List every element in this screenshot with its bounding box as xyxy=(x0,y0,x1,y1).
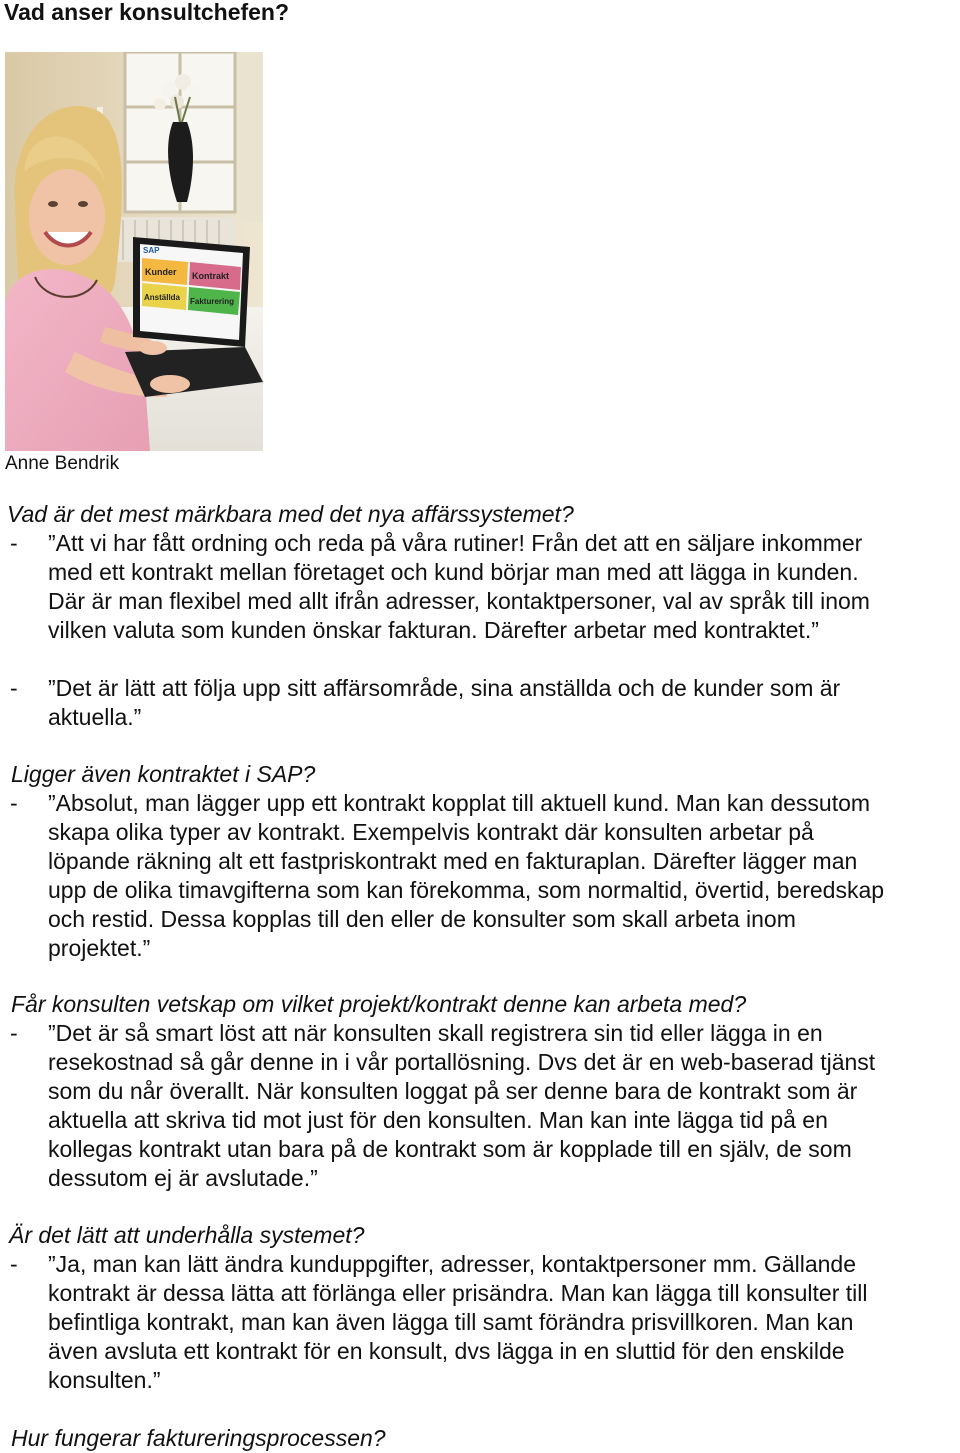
qa-section-3 xyxy=(0,990,960,1193)
text-line: och restid. Dessa kopplas till den eller de konsulter som skall arbeta inom xyxy=(48,906,796,932)
text-line: Där är man flexibel med allt ifrån adresser, kontaktpersoner, val av språk till inom xyxy=(48,588,870,614)
question-heading: Vad är det mest märkbara med det nya affärssystemet? xyxy=(7,501,574,527)
answer-paragraph xyxy=(0,1019,960,1193)
text-line: ”Ja, man kan lätt ändra kunduppgifter, adresser, kontaktpersoner mm. Gällande xyxy=(48,1251,856,1277)
screen-label-fakturering: Fakturering xyxy=(190,297,235,306)
text-line: projektet.” xyxy=(48,935,151,961)
qa-section-4 xyxy=(0,1221,960,1395)
question-heading: Hur fungerar faktureringsprocessen? xyxy=(11,1425,386,1451)
answer-text xyxy=(48,1250,960,1395)
text-line: upp de olika timavgifterna som kan förekomma, som normaltid, övertid, beredskap xyxy=(48,877,885,903)
answer-text xyxy=(48,674,960,732)
qa-section-1 xyxy=(0,500,960,732)
text-line: kollegas kontrakt utan bara på de kontrakt som är kopplade till en själv, de som xyxy=(48,1136,852,1162)
text-line: resekostnad så går denne in i vår portallösning. Dvs det är en web-baserad tjänst xyxy=(48,1049,876,1075)
question-heading: Är det lätt att underhålla systemet? xyxy=(9,1222,365,1248)
list-dash: - xyxy=(10,1020,18,1046)
screen-label-kontrakt: Kontrakt xyxy=(192,271,230,281)
text-line: befintliga kontrakt, man kan även lägga till samt förändra prisvillkoren. Man kan xyxy=(48,1309,854,1335)
list-dash: - xyxy=(10,530,18,556)
answer-paragraph xyxy=(0,789,960,963)
text-line: dessutom ej är avslutade.” xyxy=(48,1165,318,1191)
text-line: ”Att vi har fått ordning och reda på våra rutiner! Från det att en säljare inkommer xyxy=(48,530,863,556)
text-line: med ett kontrakt mellan företaget och kund börjar man med att lägga in kunden. xyxy=(48,559,859,585)
screen-label-kunder: Kunder xyxy=(145,267,177,277)
question-heading: Ligger även kontraktet i SAP? xyxy=(11,761,316,787)
list-dash: - xyxy=(10,1251,18,1277)
text-line: kontrakt är dessa lätta att förlänga eller prisändra. Man kan lägga till konsulter till xyxy=(48,1280,868,1306)
text-line: vilken valuta som kunden önskar fakturan. Därefter arbetar med kontraktet.” xyxy=(48,617,819,643)
text-line: ”Absolut, man lägger upp ett kontrakt kopplat till aktuell kund. Man kan dessutom xyxy=(48,790,871,816)
text-line: aktuella.” xyxy=(48,704,142,730)
answer-text xyxy=(48,1019,960,1193)
text-line: ”Det är lätt att följa upp sitt affärsområde, sina anställda och de kunder som är xyxy=(48,675,841,701)
answer-paragraph xyxy=(0,1250,960,1395)
qa-section-5 xyxy=(0,1424,960,1453)
text-line: skapa olika typer av kontrakt. Exempelvis kontrakt där konsulten arbetar på xyxy=(48,819,814,845)
list-dash: - xyxy=(10,790,18,816)
answer-paragraph xyxy=(0,674,960,732)
answer-text xyxy=(48,789,960,963)
question-heading: Får konsulten vetskap om vilket projekt/kontrakt denne kan arbeta med? xyxy=(11,991,747,1017)
text-line: ”Det är så smart löst att när konsulten skall registrera sin tid eller lägga in en xyxy=(48,1020,823,1046)
screen-label-sap: SAP xyxy=(143,246,160,255)
screen-label-anstallda: Anställda xyxy=(144,293,181,302)
page-heading: Vad anser konsultchefen? xyxy=(4,0,290,25)
photo-caption: Anne Bendrik xyxy=(5,453,120,474)
qa-section-2 xyxy=(0,760,960,963)
portrait-photo xyxy=(5,52,263,451)
text-line: löpande räkning alt ett fastpriskontrakt med en fakturaplan. Därefter lägger man xyxy=(48,848,858,874)
text-line: konsulten.” xyxy=(48,1367,161,1393)
answer-paragraph xyxy=(0,529,960,645)
list-dash: - xyxy=(10,675,18,701)
text-line: även avsluta ett kontrakt för en konsult, dvs lägga in en sluttid för den enskilde xyxy=(48,1338,845,1364)
text-line: aktuella att skriva tid mot just för den konsulten. Man kan inte lägga tid på en xyxy=(48,1107,828,1133)
answer-text xyxy=(48,529,960,645)
text-line: som du når överallt. När konsulten loggat på ser denne bara de kontrakt som är xyxy=(48,1078,858,1104)
